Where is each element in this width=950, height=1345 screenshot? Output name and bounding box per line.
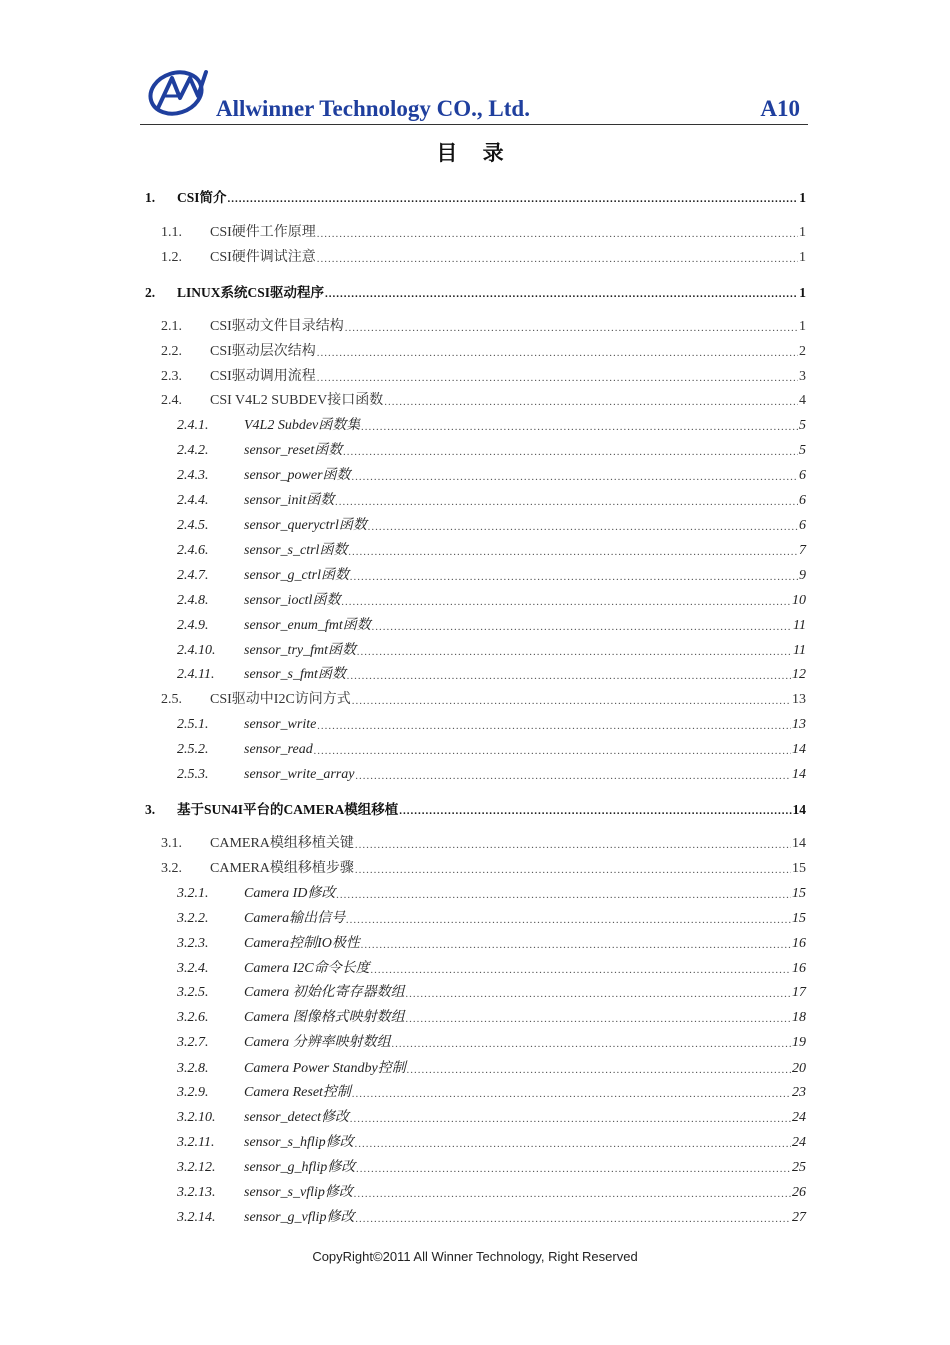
toc-entry-page: 26 bbox=[792, 1185, 806, 1200]
toc-entry-page: 1 bbox=[799, 250, 806, 265]
toc-entry[interactable] bbox=[177, 639, 806, 659]
toc-entry-page: 5 bbox=[799, 418, 806, 433]
toc-entry[interactable] bbox=[161, 246, 806, 266]
toc-entry-number: 3.2.1. bbox=[177, 886, 209, 901]
toc-entry-page: 3 bbox=[799, 369, 806, 384]
toc-entry-title: sensor_g_ctrl函数 bbox=[244, 568, 349, 583]
toc-entry-title: CSI硬件工作原理 bbox=[210, 225, 316, 240]
toc-entry-title: sensor_ioctl函数 bbox=[244, 593, 341, 608]
toc-entry[interactable] bbox=[161, 340, 806, 360]
toc-entry-title: CSI驱动文件目录结构 bbox=[210, 319, 344, 334]
toc-leader-dots bbox=[372, 620, 792, 634]
company-name: Allwinner Technology CO., Ltd. bbox=[216, 96, 530, 121]
toc-leader-dots bbox=[399, 804, 791, 818]
toc-entry[interactable] bbox=[177, 981, 806, 1001]
toc-entry-page: 11 bbox=[793, 643, 806, 658]
toc-entry-number: 2.4.2. bbox=[177, 443, 209, 458]
toc-entry-title: Camera输出信号 bbox=[244, 911, 346, 926]
toc-leader-dots bbox=[317, 252, 798, 266]
toc-entry-title: CAMERA模组移植关键 bbox=[210, 836, 354, 851]
toc-entry-number: 2.4.8. bbox=[177, 593, 209, 608]
toc-entry-title: sensor_g_hflip修改 bbox=[244, 1160, 356, 1175]
toc-leader-dots bbox=[347, 669, 791, 683]
toc-leader-dots bbox=[228, 192, 799, 206]
toc-leader-dots bbox=[407, 1063, 791, 1077]
toc-entry-title: sensor_s_vflip修改 bbox=[244, 1185, 353, 1200]
toc-leader-dots bbox=[335, 495, 798, 509]
toc-entry-page: 18 bbox=[792, 1010, 806, 1025]
toc-entry[interactable] bbox=[177, 763, 806, 783]
toc-leader-dots bbox=[317, 371, 798, 385]
toc-entry-title: Camera I2C命令长度 bbox=[244, 961, 370, 976]
toc-entry[interactable] bbox=[177, 957, 806, 977]
toc-entry[interactable] bbox=[161, 688, 806, 708]
toc-leader-dots bbox=[348, 545, 798, 559]
toc-leader-dots bbox=[371, 963, 791, 977]
toc-leader-dots bbox=[352, 470, 798, 484]
toc-entry-title: sensor_enum_fmt函数 bbox=[244, 618, 371, 633]
toc-leader-dots bbox=[317, 719, 791, 733]
toc-entry-number: 3.1. bbox=[161, 836, 182, 851]
toc-entry-page: 17 bbox=[792, 985, 806, 1000]
toc-entry-title: sensor_s_ctrl函数 bbox=[244, 543, 348, 558]
toc-entry-page: 24 bbox=[792, 1135, 806, 1150]
toc-entry[interactable] bbox=[177, 882, 806, 902]
toc-entry-page: 13 bbox=[792, 692, 806, 707]
toc-entry-page: 9 bbox=[799, 568, 806, 583]
toc-leader-dots bbox=[355, 838, 791, 852]
toc-entry[interactable] bbox=[177, 932, 806, 952]
toc-leader-dots bbox=[357, 645, 792, 659]
toc-leader-dots bbox=[350, 1112, 791, 1126]
toc-entry-number: 2.4.3. bbox=[177, 468, 209, 483]
toc-entry-number: 2.1. bbox=[161, 319, 182, 334]
toc-entry-number: 3.2. bbox=[161, 861, 182, 876]
toc-entry-number: 3.2.2. bbox=[177, 911, 209, 926]
toc-entry-title: sensor_detect修改 bbox=[244, 1110, 349, 1125]
toc-entry-number: 2.3. bbox=[161, 369, 182, 384]
toc-entry-title: sensor_s_hflip修改 bbox=[244, 1135, 354, 1150]
toc-leader-dots bbox=[356, 1162, 791, 1176]
toc-entry-title: sensor_power函数 bbox=[244, 468, 351, 483]
toc-entry-page: 6 bbox=[799, 518, 806, 533]
toc-entry-page: 1 bbox=[799, 319, 806, 334]
toc-entry[interactable] bbox=[161, 315, 806, 335]
toc-entry-title: Camera Reset控制 bbox=[244, 1085, 351, 1100]
toc-entry[interactable] bbox=[177, 589, 806, 609]
toc-leader-dots bbox=[354, 1187, 791, 1201]
toc-leader-dots bbox=[345, 321, 798, 335]
toc-leader-dots bbox=[317, 227, 798, 241]
toc-leader-dots bbox=[355, 1137, 791, 1151]
toc-entry-number: 3.2.6. bbox=[177, 1010, 209, 1025]
toc-leader-dots bbox=[392, 1037, 791, 1051]
toc-entry-page: 16 bbox=[792, 936, 806, 951]
toc-entry-page: 12 bbox=[792, 667, 806, 682]
toc-entry-page: 24 bbox=[792, 1110, 806, 1125]
toc-leader-dots bbox=[384, 395, 798, 409]
toc-entry[interactable] bbox=[177, 1181, 806, 1201]
toc-entry-page: 4 bbox=[799, 393, 806, 408]
toc-entry[interactable] bbox=[177, 1106, 806, 1126]
toc-entry-page: 2 bbox=[799, 344, 806, 359]
toc-entry-title: CAMERA模组移植步骤 bbox=[210, 861, 354, 876]
toc-entry-title: Camera 图像格式映射数组 bbox=[244, 1010, 405, 1025]
toc-entry-page: 25 bbox=[792, 1160, 806, 1175]
toc-entry-page: 15 bbox=[792, 861, 806, 876]
toc-entry-number: 3.2.9. bbox=[177, 1085, 209, 1100]
toc-entry[interactable] bbox=[177, 1131, 806, 1151]
toc-leader-dots bbox=[352, 1087, 791, 1101]
toc-entry-number: 3.2.7. bbox=[177, 1035, 209, 1050]
toc-entry-number: 1.2. bbox=[161, 250, 182, 265]
toc-entry-number: 2.4.9. bbox=[177, 618, 209, 633]
toc-entry-number: 3.2.14. bbox=[177, 1210, 216, 1225]
copyright-footer: CopyRight©2011 All Winner Technology, Right Reserved bbox=[312, 1249, 638, 1264]
toc-entry[interactable] bbox=[145, 186, 806, 206]
toc-leader-dots bbox=[355, 863, 791, 877]
toc-entry-title: Camera 分辨率映射数组 bbox=[244, 1035, 391, 1050]
toc-entry-page: 14 bbox=[792, 802, 806, 817]
toc-entry-page: 6 bbox=[799, 493, 806, 508]
toc-entry-page: 1 bbox=[799, 285, 806, 300]
toc-entry[interactable] bbox=[177, 414, 806, 434]
product-model: A10 bbox=[760, 96, 800, 121]
toc-entry-page: 1 bbox=[799, 190, 806, 205]
toc-entry-title: sensor_write_array bbox=[244, 767, 355, 782]
toc-entry-page: 6 bbox=[799, 468, 806, 483]
toc-entry-title: CSI驱动中I2C访问方式 bbox=[210, 692, 351, 707]
toc-entry-number: 3.2.8. bbox=[177, 1061, 209, 1076]
toc-entry-number: 3.2.12. bbox=[177, 1160, 216, 1175]
toc-entry-page: 16 bbox=[792, 961, 806, 976]
toc-entry-number: 2.4.5. bbox=[177, 518, 209, 533]
toc-leader-dots bbox=[368, 520, 798, 534]
toc-entry-title: sensor_init函数 bbox=[244, 493, 335, 508]
toc-entry-page: 15 bbox=[792, 911, 806, 926]
toc-entry[interactable] bbox=[177, 1206, 806, 1226]
toc-entry[interactable] bbox=[177, 1057, 806, 1077]
toc-entry[interactable] bbox=[177, 564, 806, 584]
toc-entry-page: 19 bbox=[792, 1035, 806, 1050]
toc-leader-dots bbox=[346, 913, 791, 927]
toc-entry[interactable] bbox=[177, 1006, 806, 1026]
toc-entry[interactable] bbox=[145, 798, 806, 818]
toc-entry-number: 2.4.1. bbox=[177, 418, 209, 433]
toc-entry-title: CSI驱动层次结构 bbox=[210, 344, 316, 359]
toc-entry[interactable] bbox=[177, 614, 806, 634]
toc-entry-number: 3.2.10. bbox=[177, 1110, 216, 1125]
toc-entry[interactable] bbox=[177, 464, 806, 484]
toc-leader-dots bbox=[336, 888, 791, 902]
toc-entry-number: 2.2. bbox=[161, 344, 182, 359]
toc-leader-dots bbox=[406, 987, 791, 1001]
toc-entry[interactable] bbox=[177, 539, 806, 559]
toc-leader-dots bbox=[361, 938, 791, 952]
toc-entry-number: 2.5.1. bbox=[177, 717, 209, 732]
toc-entry-title: V4L2 Subdev函数集 bbox=[244, 418, 361, 433]
toc-entry-number: 2.4. bbox=[161, 393, 182, 408]
toc-entry-title: Camera控制IO极性 bbox=[244, 936, 360, 951]
toc-entry[interactable] bbox=[177, 439, 806, 459]
toc-entry[interactable] bbox=[177, 663, 806, 683]
toc-entry-title: sensor_queryctrl函数 bbox=[244, 518, 367, 533]
toc-entry[interactable] bbox=[177, 738, 806, 758]
toc-entry[interactable] bbox=[161, 857, 806, 877]
toc-entry-title: Camera ID修改 bbox=[244, 886, 336, 901]
toc-entry[interactable] bbox=[177, 1031, 806, 1051]
toc-entry-page: 11 bbox=[793, 618, 806, 633]
toc-entry-title: LINUX系统CSI驱动程序 bbox=[177, 285, 325, 300]
toc-entry-page: 20 bbox=[792, 1061, 806, 1076]
toc-entry-title: sensor_read bbox=[244, 742, 313, 757]
toc-entry[interactable] bbox=[177, 1081, 806, 1101]
toc-entry-title: Camera Power Standby控制 bbox=[244, 1061, 406, 1076]
toc-entry-title: CSI硬件调试注意 bbox=[210, 250, 316, 265]
toc-entry-page: 10 bbox=[792, 593, 806, 608]
toc-entry-title: sensor_try_fmt函数 bbox=[244, 643, 356, 658]
toc-entry[interactable] bbox=[161, 365, 806, 385]
toc-entry-number: 1.1. bbox=[161, 225, 182, 240]
toc-entry-number: 3.2.13. bbox=[177, 1185, 216, 1200]
toc-entry[interactable] bbox=[177, 907, 806, 927]
toc-entry[interactable] bbox=[161, 389, 806, 409]
toc-leader-dots bbox=[341, 595, 791, 609]
toc-entry-title: sensor_reset函数 bbox=[244, 443, 343, 458]
toc-entry-number: 2.4.10. bbox=[177, 643, 216, 658]
toc-entry-number: 2.4.6. bbox=[177, 543, 209, 558]
toc-leader-dots bbox=[355, 1212, 791, 1226]
toc-entry-page: 7 bbox=[799, 543, 806, 558]
toc-entry-number: 2.4.4. bbox=[177, 493, 209, 508]
toc-entry-page: 15 bbox=[792, 886, 806, 901]
toc-entry-title: Camera 初始化寄存器数组 bbox=[244, 985, 405, 1000]
toc-entry-title: CSI V4L2 SUBDEV接口函数 bbox=[210, 393, 384, 408]
toc-entry-number: 3.2.11. bbox=[177, 1135, 215, 1150]
toc-entry-number: 2.5.3. bbox=[177, 767, 209, 782]
toc-leader-dots bbox=[355, 769, 791, 783]
toc-leader-dots bbox=[352, 694, 791, 708]
toc-entry-title: 基于SUN4I平台的CAMERA模组移植 bbox=[177, 802, 399, 817]
toc-entry-page: 13 bbox=[792, 717, 806, 732]
toc-leader-dots bbox=[406, 1012, 791, 1026]
toc-entry[interactable] bbox=[161, 832, 806, 852]
toc-entry-page: 14 bbox=[792, 767, 806, 782]
toc-entry-number: 3.2.5. bbox=[177, 985, 209, 1000]
toc-leader-dots bbox=[314, 744, 791, 758]
toc-entry-number: 1. bbox=[145, 190, 156, 205]
toc-leader-dots bbox=[350, 570, 798, 584]
toc-entry-number: 2.5. bbox=[161, 692, 182, 707]
toc-entry[interactable] bbox=[177, 514, 806, 534]
toc-entry-page: 27 bbox=[792, 1210, 806, 1225]
toc-entry-page: 14 bbox=[792, 836, 806, 851]
toc-entry-page: 5 bbox=[799, 443, 806, 458]
toc-leader-dots bbox=[317, 346, 798, 360]
toc-entry-page: 23 bbox=[792, 1085, 806, 1100]
toc-entry-number: 2.5.2. bbox=[177, 742, 209, 757]
toc-leader-dots bbox=[343, 445, 798, 459]
toc-title: 目 录 bbox=[436, 141, 514, 165]
toc-entry-title: sensor_s_fmt函数 bbox=[244, 667, 346, 682]
toc-entry-number: 3. bbox=[145, 802, 156, 817]
toc-entry-number: 3.2.3. bbox=[177, 936, 209, 951]
toc-entry-title: sensor_write bbox=[244, 717, 317, 732]
toc-entry[interactable] bbox=[177, 1156, 806, 1176]
toc-entry-title: sensor_g_vflip修改 bbox=[244, 1210, 355, 1225]
toc-entry-number: 3.2.4. bbox=[177, 961, 209, 976]
toc-entry-page: 1 bbox=[799, 225, 806, 240]
toc-leader-dots bbox=[325, 287, 798, 301]
toc-entry[interactable] bbox=[177, 489, 806, 509]
toc-entry-number: 2. bbox=[145, 285, 156, 300]
toc-entry-number: 2.4.11. bbox=[177, 667, 215, 682]
toc-entry-number: 2.4.7. bbox=[177, 568, 209, 583]
toc-entry[interactable] bbox=[161, 221, 806, 241]
toc-entry-title: CSI驱动调用流程 bbox=[210, 369, 316, 384]
toc-entry-title: CSI简介 bbox=[177, 190, 227, 205]
toc-entry[interactable] bbox=[177, 713, 806, 733]
toc-entry-page: 14 bbox=[792, 742, 806, 757]
toc-entry[interactable] bbox=[145, 281, 806, 301]
toc-leader-dots bbox=[361, 420, 798, 434]
